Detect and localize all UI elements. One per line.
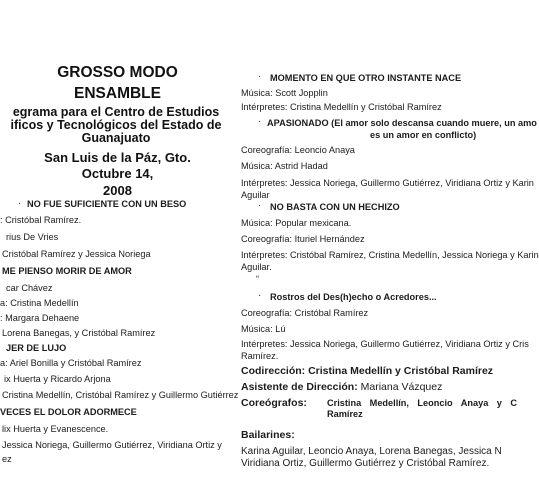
piece2-line4: Lorena Banegas, y Cristóbal Ramírez [2, 328, 156, 338]
piece4-line1: lix Huerta y Evanescence. [2, 424, 109, 434]
piece7-line4: Aguilar. [241, 262, 272, 272]
choreographers-value: Cristina Medellín, Leoncio Anaya y C Ramírez [327, 398, 517, 419]
piece3-line3: Cristina Medellín, Cristóbal Ramírez y Guillermo Gutiérrez [2, 390, 239, 400]
dancers-value: Karina Aguilar, Leoncio Anaya, Lorena Banegas, Jessica N Viridiana Ortiz, Guillermo Gutiérrez y Cristóbal Ramírez. [241, 446, 502, 469]
piece5-line1: Música: Scott Jopplin [241, 88, 328, 98]
bullet-dot: · [258, 71, 262, 82]
program-subtitle: egrama para el Centro de Estudios ificos y Tecnológicos del Estado de Guanajuato [10, 105, 222, 145]
bullet-dot: · [258, 116, 262, 127]
event-location: San Luis de la Páz, Gto. [44, 150, 191, 165]
piece-title-7: NO BASTA CON UN HECHIZO [270, 202, 400, 212]
dancers-label: Bailarines: [241, 429, 295, 441]
piece6-line4: Aguilar [241, 190, 270, 200]
event-year: 2008 [103, 183, 132, 198]
piece7-line3: Intérpretes: Cristóbal Ramírez, Cristina Medellín, Jessica Noriega y Karin [241, 250, 539, 260]
piece3-line1: a: Ariel Bonilla y Cristóbal Ramírez [0, 358, 142, 368]
ensemble-name-line2: ENSAMBLE [74, 85, 161, 102]
piece2-line3: : Margara Dehaene [0, 313, 80, 323]
piece4-line3: ez [2, 454, 12, 464]
piece5-line2: Intérpretes: Cristina Medellín y Cristóbal Ramírez [241, 102, 442, 112]
piece6-line3: Intérpretes: Jessica Noriega, Guillermo Gutiérrez, Viridiana Ortiz y Karin [241, 178, 534, 188]
piece3-line2: ix Huerta y Ricardo Arjona [4, 374, 111, 384]
piece8-line1: Coreografía: Cristóbal Ramírez [241, 308, 369, 318]
quote-mark: “ [256, 274, 260, 284]
ensemble-name-line1: GROSSO MODO [57, 64, 178, 81]
piece8-line4: Ramírez. [241, 351, 279, 361]
piece2-line1: car Chávez [6, 283, 53, 293]
piece8-line3: Intérpretes: Jessica Noriega, Guillermo Gutiérrez, Viridiana Ortiz y Cris [241, 339, 529, 349]
piece-title-1: NO FUE SUFICIENTE CON UN BESO [27, 199, 187, 209]
piece-title-8: Rostros del Des(h)echo o Acredores... [270, 292, 437, 302]
piece-title-6: APASIONADO (El amor solo descansa cuando muere, un amo [267, 118, 537, 128]
piece8-line2: Música: Lú [241, 324, 286, 334]
assistant-director-label: Asistente de Dirección: [241, 381, 358, 393]
piece-title-3: JER DE LUJO [6, 343, 67, 353]
bullet-dot: · [258, 200, 262, 211]
piece6-line2: Música: Astrid Hadad [241, 161, 328, 171]
bullet-dot: · [18, 198, 22, 209]
codirection-credit: Codirección: Cristina Medellín y Cristóbal Ramírez [241, 365, 494, 377]
piece2-line2: a: Cristina Medellín [0, 298, 79, 308]
choreographers-label: Coreógrafos: [241, 397, 307, 409]
piece-title-5: MOMENTO EN QUE OTRO INSTANTE NACE [270, 73, 462, 83]
bullet-dot: · [258, 290, 262, 301]
piece-title-6-cont: es un amor en conflicto) [370, 130, 477, 140]
piece4-line2: Jessica Noriega, Guillermo Gutiérrez, Viridiana Ortiz y [2, 440, 222, 450]
piece-title-4: VECES EL DOLOR ADORMECE [0, 407, 137, 417]
piece1-line1: : Cristóbal Ramírez. [0, 215, 82, 225]
piece1-line2: rius De Vries [6, 232, 59, 242]
piece1-line3: Cristóbal Ramírez y Jessica Noriega [2, 249, 151, 259]
assistant-director-credit [241, 382, 442, 393]
piece-title-2: ME PIENSO MORIR DE AMOR [2, 266, 132, 276]
assistant-director-value: Mariana Vázquez [360, 381, 443, 393]
piece6-line1: Coreografía: Leoncio Anaya [241, 145, 355, 155]
piece7-line1: Música: Popular mexicana. [241, 218, 352, 228]
event-date: Octubre 14, [81, 166, 154, 181]
piece7-line2: Coreografía: Ituriel Hernández [241, 234, 365, 244]
